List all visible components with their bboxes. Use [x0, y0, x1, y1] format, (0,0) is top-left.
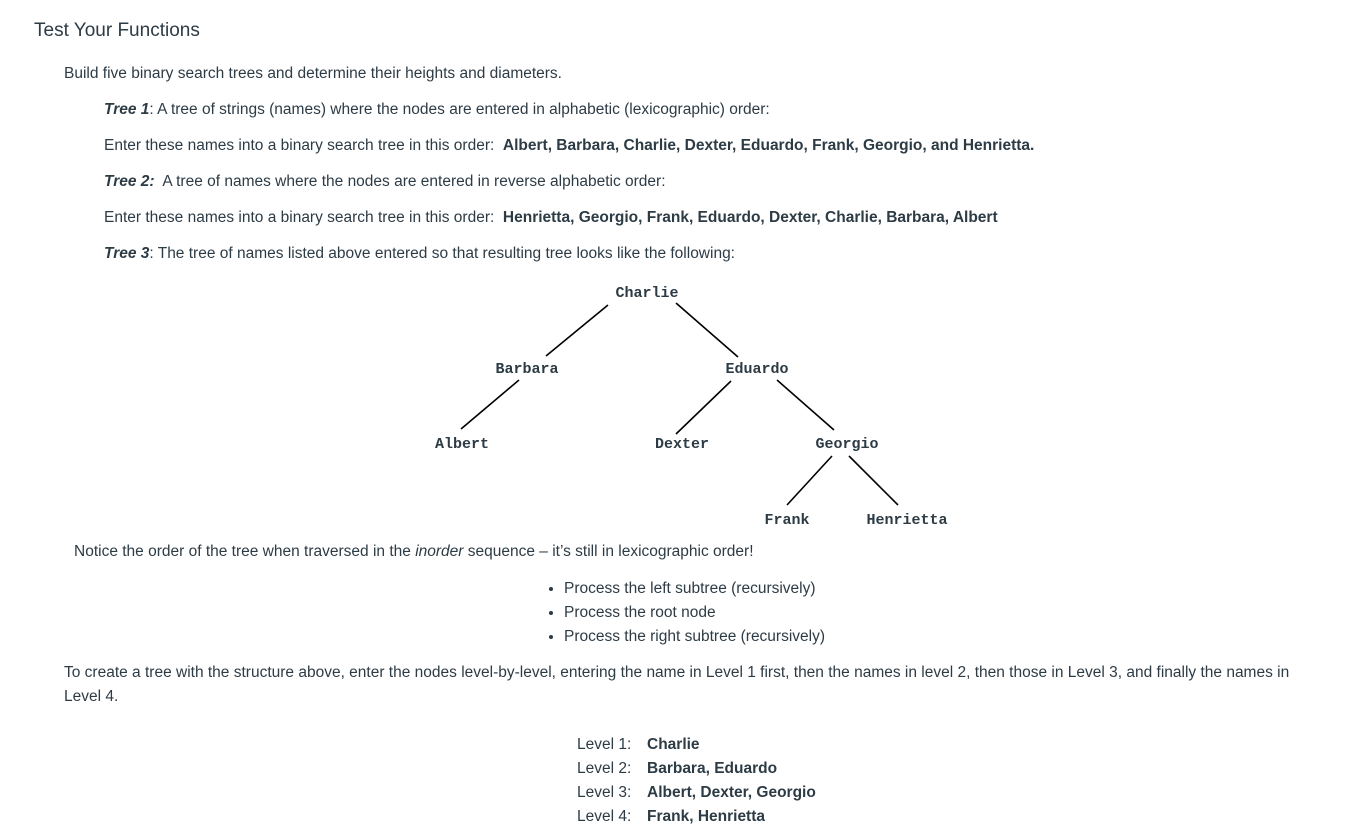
tree2-names: Henrietta, Georgio, Frank, Eduardo, Dexter, Charlie, Barbara, Albert — [502, 209, 998, 226]
level-list — [577, 733, 816, 829]
level-names: Albert, Dexter, Georgio — [647, 784, 816, 801]
tree-edges — [461, 303, 898, 505]
edge-barbara-albert — [461, 380, 519, 429]
node-henrietta: Henrietta — [866, 512, 948, 529]
create-instructions — [64, 661, 1289, 709]
level-label: Level 1: — [577, 736, 632, 753]
level-row — [577, 805, 816, 829]
node-charlie: Charlie — [615, 285, 679, 302]
node-frank: Frank — [764, 512, 810, 529]
level-row — [577, 781, 816, 805]
tree3-label: Tree 3 — [104, 245, 150, 262]
intro-text: Build five binary search trees and determine their heights and diameters. — [64, 65, 562, 82]
notice-inorder: inorder — [415, 543, 464, 560]
level-names: Frank, Henrietta — [647, 808, 766, 825]
create-line-1: To create a tree with the structure above, enter the nodes level-by-level, entering the name in Level 1 first, then the names in level 2, then those in Level 3, and finally the names in — [64, 664, 1290, 681]
notice-after: sequence – it’s still in lexicographic order! — [463, 543, 754, 560]
tree2-desc: A tree of names where the nodes are entered in reverse alphabetic order: — [154, 173, 666, 190]
level-row — [577, 757, 816, 781]
node-albert: Albert — [434, 436, 490, 453]
traversal-steps — [548, 577, 825, 649]
notice-text — [74, 541, 754, 563]
level-names: Barbara, Eduardo — [647, 760, 778, 777]
tree2-enter-prefix: Enter these names into a binary search tree in this order: — [104, 209, 503, 226]
notice-before: Notice the order of the tree when traversed in the — [74, 543, 416, 560]
list-item: • Process the left subtree (recursively) — [564, 577, 825, 601]
tree1-label: Tree 1 — [104, 101, 150, 118]
level-label: Level 3: — [577, 784, 632, 801]
edge-charlie-barbara — [546, 305, 608, 356]
tree1-names: Albert, Barbara, Charlie, Dexter, Eduardo, Frank, Georgio, and Henrietta. — [502, 137, 1035, 154]
create-line-2: Level 4. — [64, 688, 119, 705]
tree1-desc: : A tree of strings (names) where the nodes are entered in alphabetic (lexicographic) order: — [149, 101, 770, 118]
node-barbara: Barbara — [495, 361, 559, 378]
edge-georgio-frank — [787, 456, 832, 505]
tree2-label: Tree 2: — [104, 173, 155, 190]
edge-eduardo-georgio — [777, 380, 834, 430]
tree1-enter-prefix: Enter these names into a binary search tree in this order: — [104, 137, 503, 154]
level-label: Level 2: — [577, 760, 632, 777]
edge-georgio-henrietta — [849, 456, 898, 505]
node-georgio: Georgio — [815, 436, 879, 453]
tree3-desc: : The tree of names listed above entered so that resulting tree looks like the following: — [149, 245, 735, 262]
list-item: • Process the root node — [564, 601, 825, 625]
level-names: Charlie — [647, 736, 700, 753]
page-title: Test Your Functions — [34, 20, 200, 41]
list-item: • Process the right subtree (recursively) — [564, 625, 825, 649]
edge-charlie-eduardo — [676, 303, 738, 357]
edge-eduardo-dexter — [676, 381, 731, 434]
node-dexter: Dexter — [654, 436, 710, 453]
node-eduardo: Eduardo — [725, 361, 789, 378]
level-row — [577, 733, 816, 757]
level-label: Level 4: — [577, 808, 632, 825]
